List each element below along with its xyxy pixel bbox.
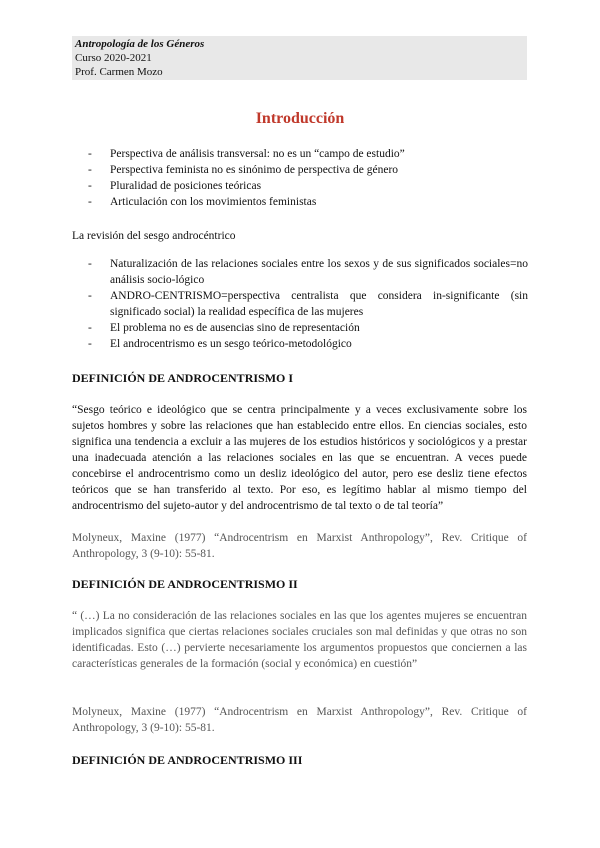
section-title-2: DEFINICIÓN DE ANDROCENTRISMO II [72,577,298,591]
list-item-text: Articulación con los movimientos feministas [110,196,317,208]
bullet-dash: - [88,338,92,350]
citation-1: Molyneux, Maxine (1977) “Androcentrism en Marxist Anthropology”, Rev. Critique of Anthropology, 3 (9-10): 55-81. [72,532,527,560]
list-item [88,194,528,210]
list-item [88,256,528,288]
list-item [88,336,528,352]
bullet-dash: - [88,290,92,302]
bullet-dash: - [88,164,92,176]
list-item-text: Perspectiva feminista no es sinónimo de perspectiva de género [110,164,399,176]
list-item-text: El problema no es de ausencias sino de representación [110,322,360,334]
bullet-dash: - [88,180,92,192]
revision-heading: La revisión del sesgo androcéntrico [72,230,236,242]
list-item-text: Naturalización de las relaciones sociales entre los sexos y de sus significados sociales=no análisis socio-lógico [110,258,528,286]
list-item-text: Perspectiva de análisis transversal: no es un “campo de estudio” [110,148,405,160]
bullet-dash: - [88,258,92,270]
list-item [88,320,528,336]
revision-bullet-list [88,256,528,352]
list-item [88,178,528,194]
bullet-dash: - [88,322,92,334]
list-item-text: Pluralidad de posiciones teóricas [110,180,262,192]
list-item [88,288,528,320]
section-title-1: DEFINICIÓN DE ANDROCENTRISMO I [72,371,294,385]
professor-name: Prof. Carmen Mozo [75,66,163,78]
list-item-text: ANDRO-CENTRISMO=perspectiva centralista que considera in-significante (sin significado social) la realidad específica de las mujeres [110,290,528,318]
quote-1: “Sesgo teórico e ideológico que se centra principalmente y a veces exclusivamente sobre los sujetos hombres y sobre las relaciones que han establecido entre ellos. En ciencias sociales, esto significa una tendencia a excluir a las mujeres de los estudios históricos y sociológicos y a prestar una inadecuada atención a las relaciones sociales en las que se encuentran. A veces puede concebirse el androcentrismo como un desliz ideológico del autor, pero ese desliz tiene efectos teóricos que se han transferido al texto. Por eso, es legítimo hablar al mismo tiempo del androcentrismo del sujeto-autor y del androcentrismo de tal texto o de tal teoría” [72,404,527,512]
page-title: Introducción [255,110,345,127]
bullet-dash: - [88,148,92,160]
quote-2: “ (…) La no consideración de las relaciones sociales en las que los agentes mujeres se encuentran implicados significa que ciertas relaciones sociales cruciales son mal definidas y que otras no son identificadas. Esto (…) pervierte necesariamente los argumentos propuestos que conciernen a las características generales de la formación (social y económica) en cuestión” [72,610,527,670]
list-item [88,146,528,162]
bullet-dash: - [88,196,92,208]
list-item-text: El androcentrismo es un sesgo teórico-metodológico [110,338,352,350]
course-year: Curso 2020-2021 [75,52,152,64]
course-title: Antropología de los Géneros [75,38,205,50]
citation-2: Molyneux, Maxine (1977) “Androcentrism en Marxist Anthropology”, Rev. Critique of Anthropology, 3 (9-10): 55-81. [72,706,527,734]
list-item [88,162,528,178]
section-title-3: DEFINICIÓN DE ANDROCENTRISMO III [72,753,303,767]
intro-bullet-list [88,146,528,210]
document-header [72,36,527,80]
